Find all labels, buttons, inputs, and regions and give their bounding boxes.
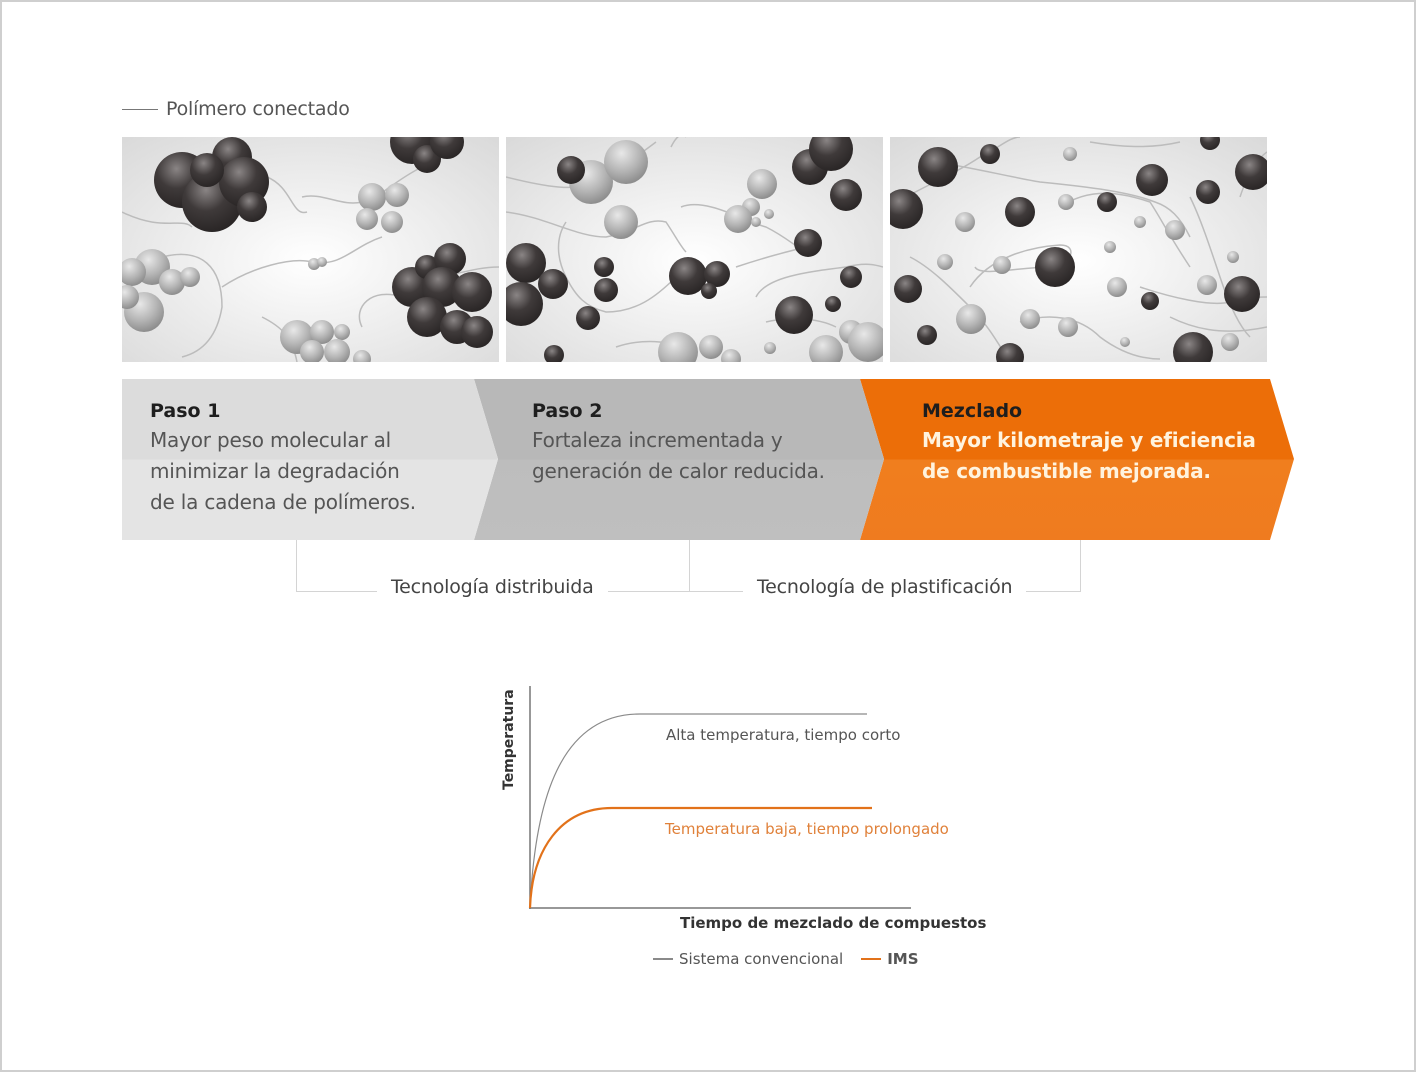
gray-line-icon: [653, 958, 673, 960]
step-line: Mayor kilometraje y eficiencia: [922, 428, 1256, 452]
panel-partially-dispersed: [506, 137, 883, 362]
bracket-middle: [689, 540, 690, 592]
process-steps: [122, 379, 1294, 540]
step-title: Mezclado: [922, 400, 1023, 422]
legend-item-ims: [861, 950, 918, 968]
annotation-low-temp: Temperatura baja, tiempo prolongado: [665, 820, 949, 838]
step-line: Fortaleza incrementada y: [532, 428, 783, 452]
bracket-right: [1080, 540, 1081, 592]
step-line: generación de calor reducida.: [532, 459, 825, 483]
orange-line-icon: [861, 958, 881, 960]
step-line: minimizar la degradación: [150, 459, 400, 483]
bracket-left: [296, 540, 297, 592]
legend-line-icon: [122, 109, 158, 110]
chart-legend: [653, 950, 937, 968]
step-line: Mayor peso molecular al: [150, 428, 392, 452]
connected-polymer-legend: [122, 98, 350, 120]
panel-fully-dispersed: [890, 137, 1267, 362]
step-title: Paso 1: [150, 400, 221, 422]
step-3: [922, 397, 1256, 487]
step-line: de combustible mejorada.: [922, 459, 1211, 483]
legend-label: Sistema convencional: [679, 950, 844, 968]
step-line: de la cadena de polímeros.: [150, 490, 416, 514]
legend-item-conventional: [653, 950, 843, 968]
panel-aggregated: [122, 137, 499, 362]
legend-label: IMS: [887, 950, 919, 968]
x-axis-label: Tiempo de mezclado de compuestos: [680, 914, 987, 932]
legend-label: Polímero conectado: [166, 98, 350, 120]
step-1: [150, 397, 416, 518]
step-title: Paso 2: [532, 400, 603, 422]
step-2: [532, 397, 825, 487]
y-axis-label: Temperatura: [501, 689, 517, 790]
tech-plasticizing: Tecnología de plastificación: [743, 576, 1026, 598]
tech-distributed: Tecnología distribuida: [377, 576, 608, 598]
annotation-high-temp: Alta temperatura, tiempo corto: [666, 726, 901, 744]
